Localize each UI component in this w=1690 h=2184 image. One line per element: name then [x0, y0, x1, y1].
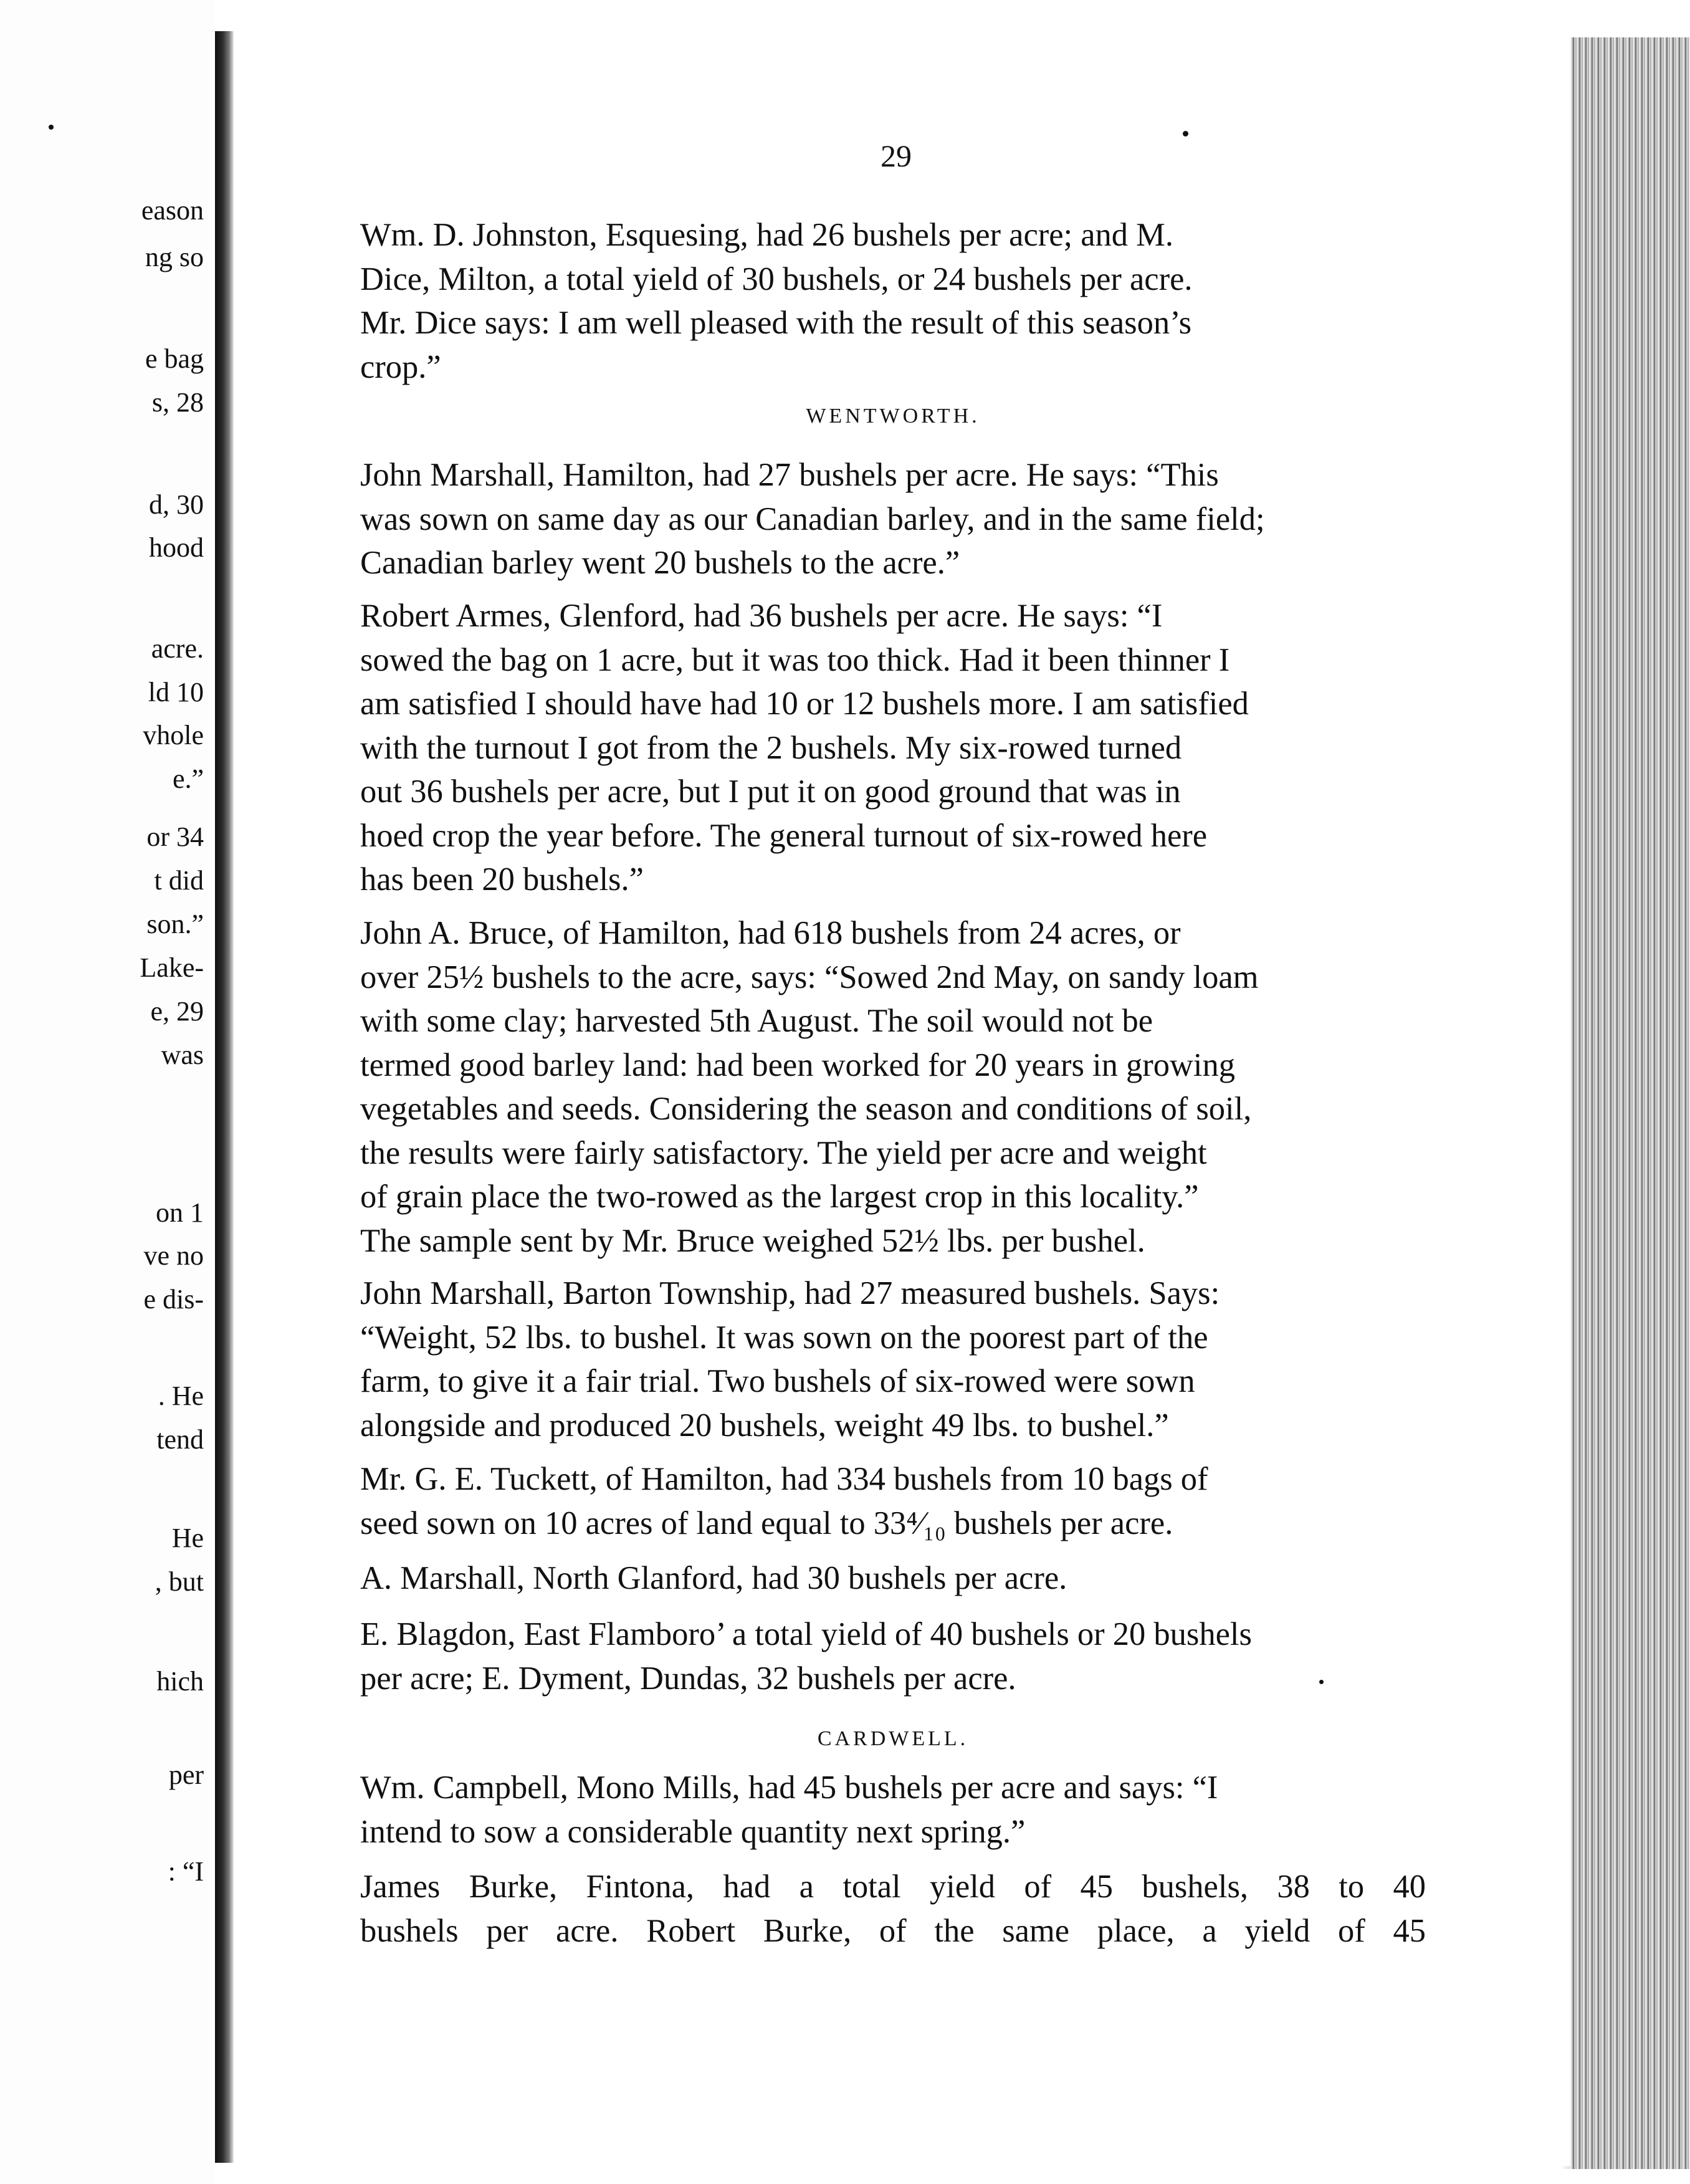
left-page-line: t did: [154, 865, 204, 896]
left-facing-page: [0, 0, 215, 2184]
text-line: A. Marshall, North Glanford, had 30 bushels per acre.: [360, 1560, 1067, 1596]
paragraph-a-marshall: [360, 1556, 1426, 1601]
left-page-line: son.”: [146, 909, 204, 939]
text-line: per acre; E. Dyment, Dundas, 32 bushels per acre.: [360, 1660, 1016, 1697]
text-line: of grain place the two-rowed as the largest crop in this locality.”: [360, 1179, 1199, 1215]
left-page-line: hich: [156, 1666, 204, 1697]
text-line: Robert Armes, Glenford, had 36 bushels per acre. He says: “I: [360, 598, 1163, 634]
text-line: “Weight, 52 lbs. to bushel. It was sown on the poorest part of the: [360, 1319, 1208, 1356]
text-line: am satisfied I should have had 10 or 12 bushels more. I am satisfied: [360, 686, 1249, 722]
left-page-line: s, 28: [151, 387, 204, 418]
left-page-line: was: [161, 1040, 204, 1070]
text-line: intend to sow a considerable quantity next spring.”: [360, 1813, 1026, 1850]
text-line: termed good barley land: had been worked for 20 years in growing: [360, 1046, 1235, 1083]
left-page-line: vhole: [143, 720, 204, 750]
left-page-line: e, 29: [150, 996, 204, 1027]
print-speck: [1183, 131, 1188, 136]
left-page-line: e.”: [172, 764, 204, 794]
paragraph-tuckett: [360, 1457, 1426, 1545]
text-line: has been 20 bushels.”: [360, 861, 644, 898]
left-page-line: acre.: [151, 633, 204, 664]
left-page-line: on 1: [156, 1197, 204, 1228]
text-line: Wm. Campbell, Mono Mills, had 45 bushels per acre and says: “I: [360, 1770, 1218, 1806]
left-page-line: He: [171, 1523, 204, 1553]
book-gutter: [215, 31, 234, 2163]
text-line: farm, to give it a fair trial. Two bushels of six-rowed were sown: [360, 1363, 1195, 1399]
text-line: James Burke, Fintona, had a total yield of 45 bushels, 38 to 40: [360, 1869, 1426, 1905]
paragraph-bruce: [360, 911, 1426, 1263]
paragraph-burke: [360, 1865, 1426, 1953]
left-page-line: ng so: [145, 242, 204, 272]
text-line: sowed the bag on 1 acre, but it was too thick. Had it been thinner I: [360, 641, 1230, 678]
text-line: Wm. D. Johnston, Esquesing, had 26 bushels per acre; and M.: [360, 217, 1173, 253]
left-page-line: per: [168, 1760, 204, 1790]
left-page-line: e bag: [145, 343, 204, 374]
page-number: 29: [881, 138, 912, 173]
text-line: out 36 bushels per acre, but I put it on good ground that was in: [360, 774, 1181, 810]
left-page-line: or 34: [146, 821, 204, 852]
section-heading-cardwell: CARDWELL.: [817, 1727, 969, 1750]
section-heading-wentworth: WENTWORTH.: [806, 405, 980, 428]
print-speck: [1319, 1680, 1324, 1684]
text-line: bushels per acre. Robert Burke, of the same place, a yield of 45: [360, 1912, 1426, 1949]
paragraph-campbell: [360, 1766, 1426, 1854]
left-page-line: d, 30: [149, 489, 204, 520]
text-line: vegetables and seeds. Considering the season and conditions of soil,: [360, 1091, 1252, 1127]
left-page-line: e dis-: [143, 1284, 204, 1315]
text-line: alongside and produced 20 bushels, weight 49 lbs. to bushel.”: [360, 1407, 1169, 1444]
paragraph-armes: [360, 594, 1426, 902]
left-page-line: Lake-: [140, 952, 204, 983]
paragraph-marshall-hamilton: [360, 453, 1426, 585]
left-page-line: , but: [155, 1566, 204, 1597]
text-line: The sample sent by Mr. Bruce weighed 52½ lbs. per bushel.: [360, 1222, 1145, 1259]
text-line: with some clay; harvested 5th August. The soil would not be: [360, 1003, 1153, 1039]
text-line: John Marshall, Barton Township, had 27 measured bushels. Says:: [360, 1275, 1220, 1311]
text-line: Dice, Milton, a total yield of 30 bushels, or 24 bushels per acre.: [360, 261, 1193, 297]
text-line: Mr. G. E. Tuckett, of Hamilton, had 334 bushels from 10 bags of: [360, 1461, 1208, 1497]
text-line: John Marshall, Hamilton, had 27 bushels per acre. He says: “This: [360, 457, 1219, 493]
text-line: the results were fairly satisfactory. The yield per acre and weight: [360, 1134, 1207, 1171]
left-page-line: ld 10: [148, 677, 204, 707]
left-page-line: hood: [149, 532, 204, 563]
text-line: was sown on same day as our Canadian barley, and in the same field;: [360, 501, 1265, 537]
left-page-line: ve no: [143, 1240, 204, 1271]
left-page-line: tend: [156, 1424, 204, 1455]
paragraph-blagdon: [360, 1612, 1426, 1700]
text-line: Mr. Dice says: I am well pleased with the result of this season’s: [360, 305, 1192, 341]
text-line: hoed crop the year before. The general turnout of six-rowed here: [360, 817, 1208, 854]
text-line: over 25½ bushels to the acre, says: “Sowed 2nd May, on sandy loam: [360, 959, 1259, 995]
text-line: with the turnout I got from the 2 bushels. My six-rowed turned: [360, 729, 1182, 766]
left-page-line: . He: [158, 1381, 204, 1411]
left-page-line: eason: [141, 195, 204, 226]
left-page-line: : “I: [168, 1856, 204, 1887]
text-line: seed sown on 10 acres of land equal to 33⁴⁄₁₀ bushels per acre.: [360, 1505, 1173, 1541]
paragraph-johnston: [360, 213, 1426, 389]
text-line: E. Blagdon, East Flamboro’ a total yield of 40 bushels or 20 bushels: [360, 1616, 1252, 1652]
book-page-edges: [1570, 37, 1690, 2169]
text-line: Canadian barley went 20 bushels to the acre.”: [360, 545, 960, 581]
paragraph-marshall-barton: [360, 1272, 1426, 1447]
print-speck: [49, 125, 54, 130]
text-line: John A. Bruce, of Hamilton, had 618 bushels from 24 acres, or: [360, 915, 1181, 951]
text-line: crop.”: [360, 348, 441, 385]
